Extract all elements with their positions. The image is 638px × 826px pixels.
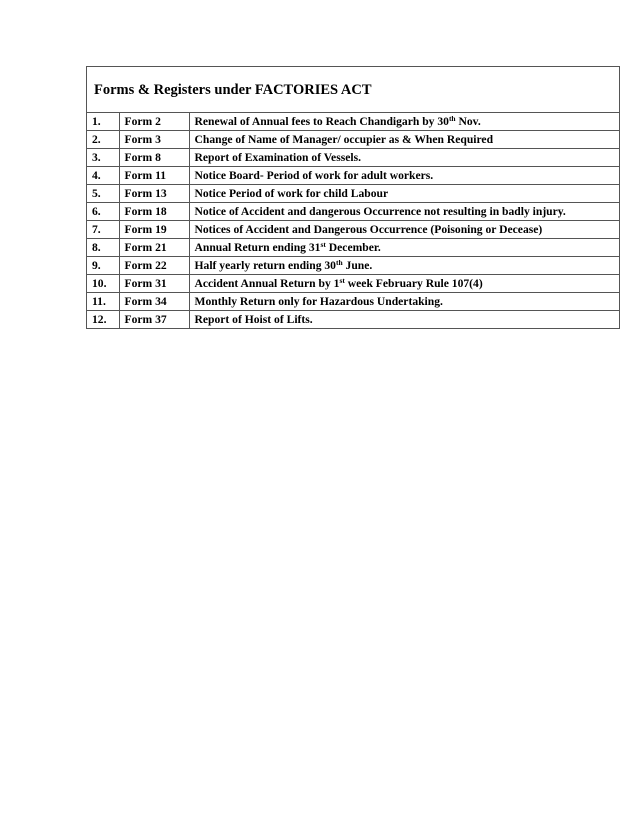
form-name: Form 37	[119, 311, 189, 329]
description-text: Change of Name of Manager/ occupier as & When Required	[194, 133, 494, 146]
ordinal-suffix: th	[335, 258, 343, 267]
table-row	[87, 275, 619, 293]
form-description	[189, 113, 619, 131]
forms-table-body	[87, 113, 619, 328]
ordinal-suffix: st	[339, 276, 345, 285]
row-number: 9.	[87, 257, 119, 275]
form-name: Form 8	[119, 149, 189, 167]
form-description	[189, 167, 619, 185]
form-name: Form 18	[119, 203, 189, 221]
form-name: Form 13	[119, 185, 189, 203]
description-text: Notice Period of work for child Labour	[194, 187, 389, 200]
form-name: Form 19	[119, 221, 189, 239]
table-row	[87, 239, 619, 257]
table-row	[87, 167, 619, 185]
form-description	[189, 293, 619, 311]
row-number: 12.	[87, 311, 119, 329]
ordinal-suffix: st	[320, 240, 326, 249]
description-text: Monthly Return only for Hazardous Undertaking.	[194, 295, 443, 308]
row-number: 8.	[87, 239, 119, 257]
table-row	[87, 293, 619, 311]
table-row	[87, 131, 619, 149]
description-text: week February Rule 107(4)	[344, 277, 483, 290]
document-title: Forms & Registers under FACTORIES ACT	[87, 67, 619, 113]
form-description	[189, 239, 619, 257]
form-description	[189, 221, 619, 239]
row-number: 11.	[87, 293, 119, 311]
table-row	[87, 221, 619, 239]
form-description	[189, 311, 619, 329]
description-text: Accident Annual Return by 1	[194, 277, 340, 290]
description-text: Notice of Accident and dangerous Occurrence not resulting in badly injury.	[194, 205, 566, 218]
form-description	[189, 275, 619, 293]
row-number: 10.	[87, 275, 119, 293]
form-description	[189, 257, 619, 275]
row-number: 4.	[87, 167, 119, 185]
form-description	[189, 131, 619, 149]
description-text: Report of Hoist of Lifts.	[194, 313, 313, 326]
table-row	[87, 149, 619, 167]
forms-table	[87, 113, 619, 328]
form-name: Form 21	[119, 239, 189, 257]
table-row	[87, 203, 619, 221]
form-description	[189, 203, 619, 221]
table-row	[87, 311, 619, 329]
ordinal-suffix: th	[448, 114, 456, 123]
description-text: Report of Examination of Vessels.	[194, 151, 362, 164]
row-number: 6.	[87, 203, 119, 221]
description-text: Annual Return ending 31	[194, 241, 321, 254]
form-name: Form 3	[119, 131, 189, 149]
table-row	[87, 185, 619, 203]
row-number: 5.	[87, 185, 119, 203]
forms-registers-box	[86, 66, 620, 329]
row-number: 7.	[87, 221, 119, 239]
row-number: 1.	[87, 113, 119, 131]
form-description	[189, 185, 619, 203]
form-name: Form 11	[119, 167, 189, 185]
description-text: Notice Board- Period of work for adult workers.	[194, 169, 434, 182]
form-name: Form 22	[119, 257, 189, 275]
form-description	[189, 149, 619, 167]
form-name: Form 31	[119, 275, 189, 293]
description-text: Half yearly return ending 30	[194, 259, 336, 272]
description-text: Notices of Accident and Dangerous Occurrence (Poisoning or Decease)	[194, 223, 543, 236]
description-text: Nov.	[455, 115, 481, 128]
form-name: Form 2	[119, 113, 189, 131]
row-number: 2.	[87, 131, 119, 149]
form-name: Form 34	[119, 293, 189, 311]
description-text: June.	[342, 259, 373, 272]
row-number: 3.	[87, 149, 119, 167]
description-text: December.	[325, 241, 381, 254]
description-text: Renewal of Annual fees to Reach Chandigarh by 30	[194, 115, 449, 128]
table-row	[87, 113, 619, 131]
table-row	[87, 257, 619, 275]
